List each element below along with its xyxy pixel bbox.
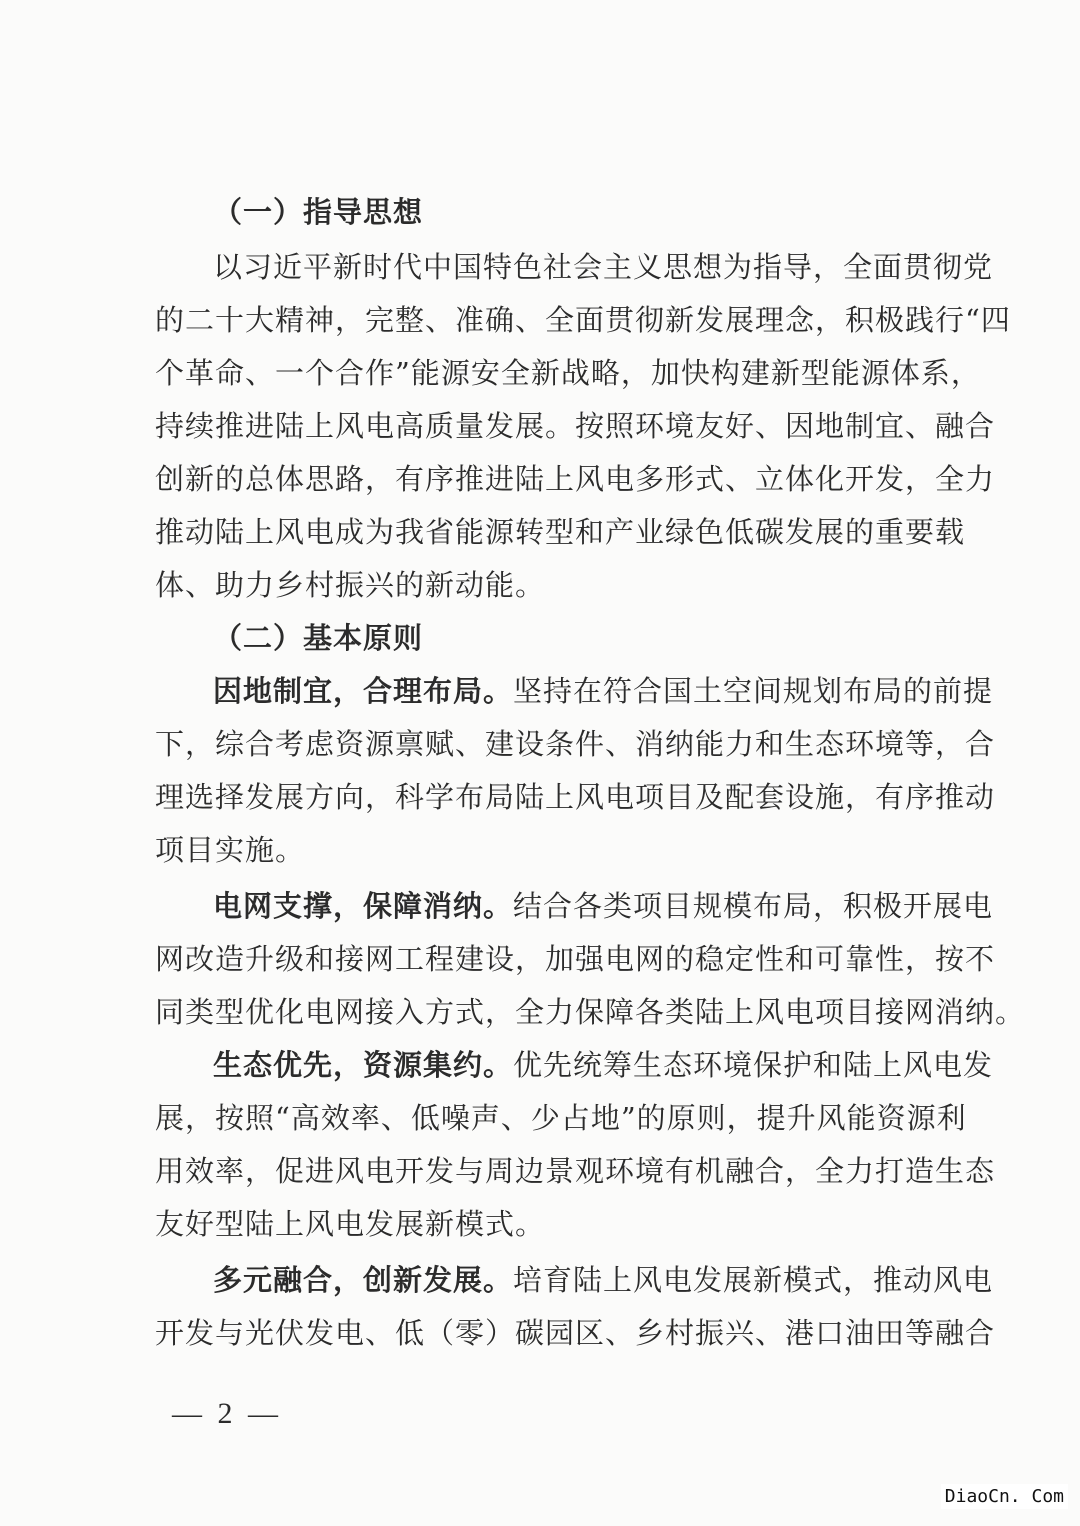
section-heading-guiding-ideology: （一）指导思想 bbox=[213, 195, 424, 229]
page-number: — 2 — bbox=[172, 1397, 282, 1430]
paragraph-line: 用效率，促进风电开发与周边景观环境有机融合，全力打造生态 bbox=[155, 1154, 996, 1188]
paragraph-line: 以习近平新时代中国特色社会主义思想为指导，全面贯彻党 bbox=[213, 250, 994, 284]
paragraph-line: 网改造升级和接网工程建设，加强电网的稳定性和可靠性，按不 bbox=[155, 942, 996, 976]
paragraph-first-line bbox=[213, 665, 994, 717]
paragraph-line: 同类型优化电网接入方式，全力保障各类陆上风电项目接网消纳。 bbox=[155, 995, 1026, 1029]
paragraph-line: 展，按照“高效率、低噪声、少占地”的原则，提升风能资源利 bbox=[155, 1101, 967, 1135]
paragraph-first-line bbox=[213, 880, 994, 932]
principle-lead: 因地制宜，合理布局。 bbox=[213, 674, 514, 708]
paragraph-first-line bbox=[213, 1039, 994, 1091]
paragraph-line: 下，综合考虑资源禀赋、建设条件、消纳能力和生态环境等，合 bbox=[155, 727, 996, 761]
paragraph-line: 推动陆上风电成为我省能源转型和产业绿色低碳发展的重要载 bbox=[155, 515, 966, 549]
paragraph-text: 优先统筹生态环境保护和陆上风电发 bbox=[513, 1048, 994, 1082]
paragraph-line: 友好型陆上风电发展新模式。 bbox=[155, 1207, 546, 1241]
site-watermark: DiaoCn. Com bbox=[941, 1484, 1068, 1509]
paragraph-line: 创新的总体思路，有序推进陆上风电多形式、立体化开发，全力 bbox=[155, 462, 996, 496]
paragraph-line: 持续推进陆上风电高质量发展。按照环境友好、因地制宜、融合 bbox=[155, 409, 996, 443]
paragraph-line: 项目实施。 bbox=[155, 833, 306, 867]
paragraph-line: 理选择发展方向，科学布局陆上风电项目及配套设施，有序推动 bbox=[155, 780, 996, 814]
paragraph-line: 开发与光伏发电、低（零）碳园区、乡村振兴、港口油田等融合 bbox=[155, 1316, 996, 1350]
paragraph-text: 结合各类项目规模布局，积极开展电 bbox=[513, 889, 994, 923]
paragraph-line: 体、助力乡村振兴的新动能。 bbox=[155, 568, 546, 602]
principle-lead: 多元融合，创新发展。 bbox=[213, 1263, 514, 1297]
paragraph-line: 的二十大精神，完整、准确、全面贯彻新发展理念，积极践行“四 bbox=[155, 303, 1011, 337]
paragraph-text: 坚持在符合国土空间规划布局的前提 bbox=[513, 674, 994, 708]
paragraph-line: 个革命、一个合作”能源安全新战略，加快构建新型能源体系， bbox=[155, 356, 981, 390]
section-heading-basic-principles: （二）基本原则 bbox=[213, 621, 424, 655]
principle-lead: 生态优先，资源集约。 bbox=[213, 1048, 514, 1082]
paragraph-first-line bbox=[213, 1254, 994, 1306]
paragraph-text: 培育陆上风电发展新模式，推动风电 bbox=[513, 1263, 994, 1297]
principle-lead: 电网支撑，保障消纳。 bbox=[213, 889, 514, 923]
